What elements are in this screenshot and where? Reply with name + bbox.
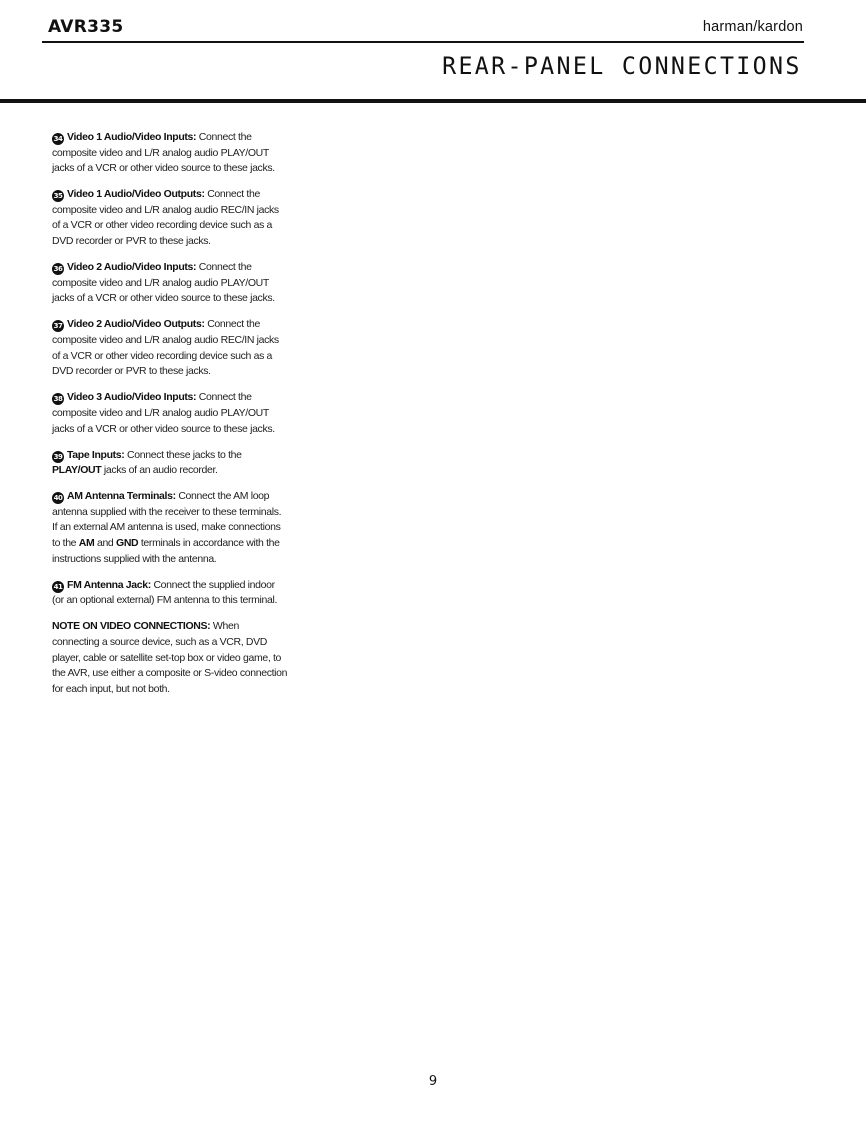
- item-body: jacks of an audio recorder.: [101, 464, 218, 477]
- item-number-badge: 37: [53, 322, 63, 331]
- item-number-badge: 41: [53, 582, 63, 591]
- video-connections-note: [52, 619, 288, 697]
- item-body: Connect the composite video and L/R analog audio REC/IN jacks of a VCR or other video recording device such as a DVD recorder or PVR to these jacks.: [52, 188, 279, 248]
- item-body: Connect the composite video and L/R analog audio REC/IN jacks of a VCR or other video recording device such as a DVD recorder or PVR to these jacks.: [52, 318, 279, 378]
- list-item: [52, 448, 288, 479]
- section-rule: [0, 99, 866, 103]
- item-body: terminals in accordance with the instructions supplied with the antenna.: [52, 537, 280, 565]
- item-body-bold: AM: [78, 537, 95, 550]
- connections-list: [52, 130, 288, 708]
- item-body: Connect these jacks to the: [127, 448, 242, 461]
- item-number-badge: 35: [53, 192, 63, 201]
- item-heading: Video 2 Audio/Video Outputs:: [67, 318, 205, 331]
- item-body-bold: GND: [116, 537, 139, 550]
- item-heading: Video 1 Audio/Video Outputs:: [67, 188, 205, 201]
- item-body: Connect the composite video and L/R analog audio PLAY/OUT jacks of a VCR or other video source to these jacks.: [52, 391, 275, 435]
- item-heading: AM Antenna Terminals:: [67, 490, 176, 503]
- list-item: [52, 317, 288, 379]
- item-heading: Video 2 Audio/Video Inputs:: [67, 261, 197, 274]
- page-number: 9: [428, 1074, 438, 1089]
- section-title: REAR-PANEL CONNECTIONS: [442, 52, 802, 80]
- header-rule: [42, 41, 804, 43]
- item-body: and: [94, 537, 116, 550]
- item-body-bold: PLAY/OUT: [52, 464, 102, 477]
- list-item: [52, 578, 288, 609]
- item-body: Connect the supplied indoor (or an optional external) FM antenna to this terminal.: [52, 578, 278, 607]
- item-number-badge: 36: [53, 265, 63, 274]
- brand-logo: harman/kardon: [702, 19, 803, 35]
- note-heading: NOTE ON VIDEO CONNECTIONS:: [52, 620, 211, 633]
- model-name: AVR335: [48, 17, 124, 37]
- item-body: Connect the composite video and L/R analog audio PLAY/OUT jacks of a VCR or other video source to these jacks.: [52, 131, 275, 175]
- list-item: [52, 390, 288, 437]
- item-body: Connect the composite video and L/R analog audio PLAY/OUT jacks of a VCR or other video source to these jacks.: [52, 261, 275, 305]
- item-number-badge: 40: [53, 494, 63, 503]
- item-heading: FM Antenna Jack:: [67, 578, 151, 591]
- note-body: When connecting a source device, such as a VCR, DVD player, cable or satellite set-top box or video game, to the AVR, use either a composite or S-video connection for each input, but not both.: [52, 620, 288, 695]
- item-heading: Tape Inputs:: [67, 448, 125, 461]
- item-number-badge: 38: [53, 395, 63, 404]
- item-heading: Video 3 Audio/Video Inputs:: [67, 391, 197, 404]
- item-heading: Video 1 Audio/Video Inputs:: [67, 131, 197, 143]
- list-item: [52, 489, 288, 567]
- item-number-badge: 39: [53, 452, 63, 461]
- item-body: Connect the AM loop antenna supplied with the receiver to these terminals. If an external AM antenna is used, make connections to the: [52, 490, 282, 550]
- list-item: [52, 187, 288, 249]
- item-number-badge: 34: [53, 135, 63, 143]
- list-item: [52, 260, 288, 307]
- list-item: [52, 130, 288, 177]
